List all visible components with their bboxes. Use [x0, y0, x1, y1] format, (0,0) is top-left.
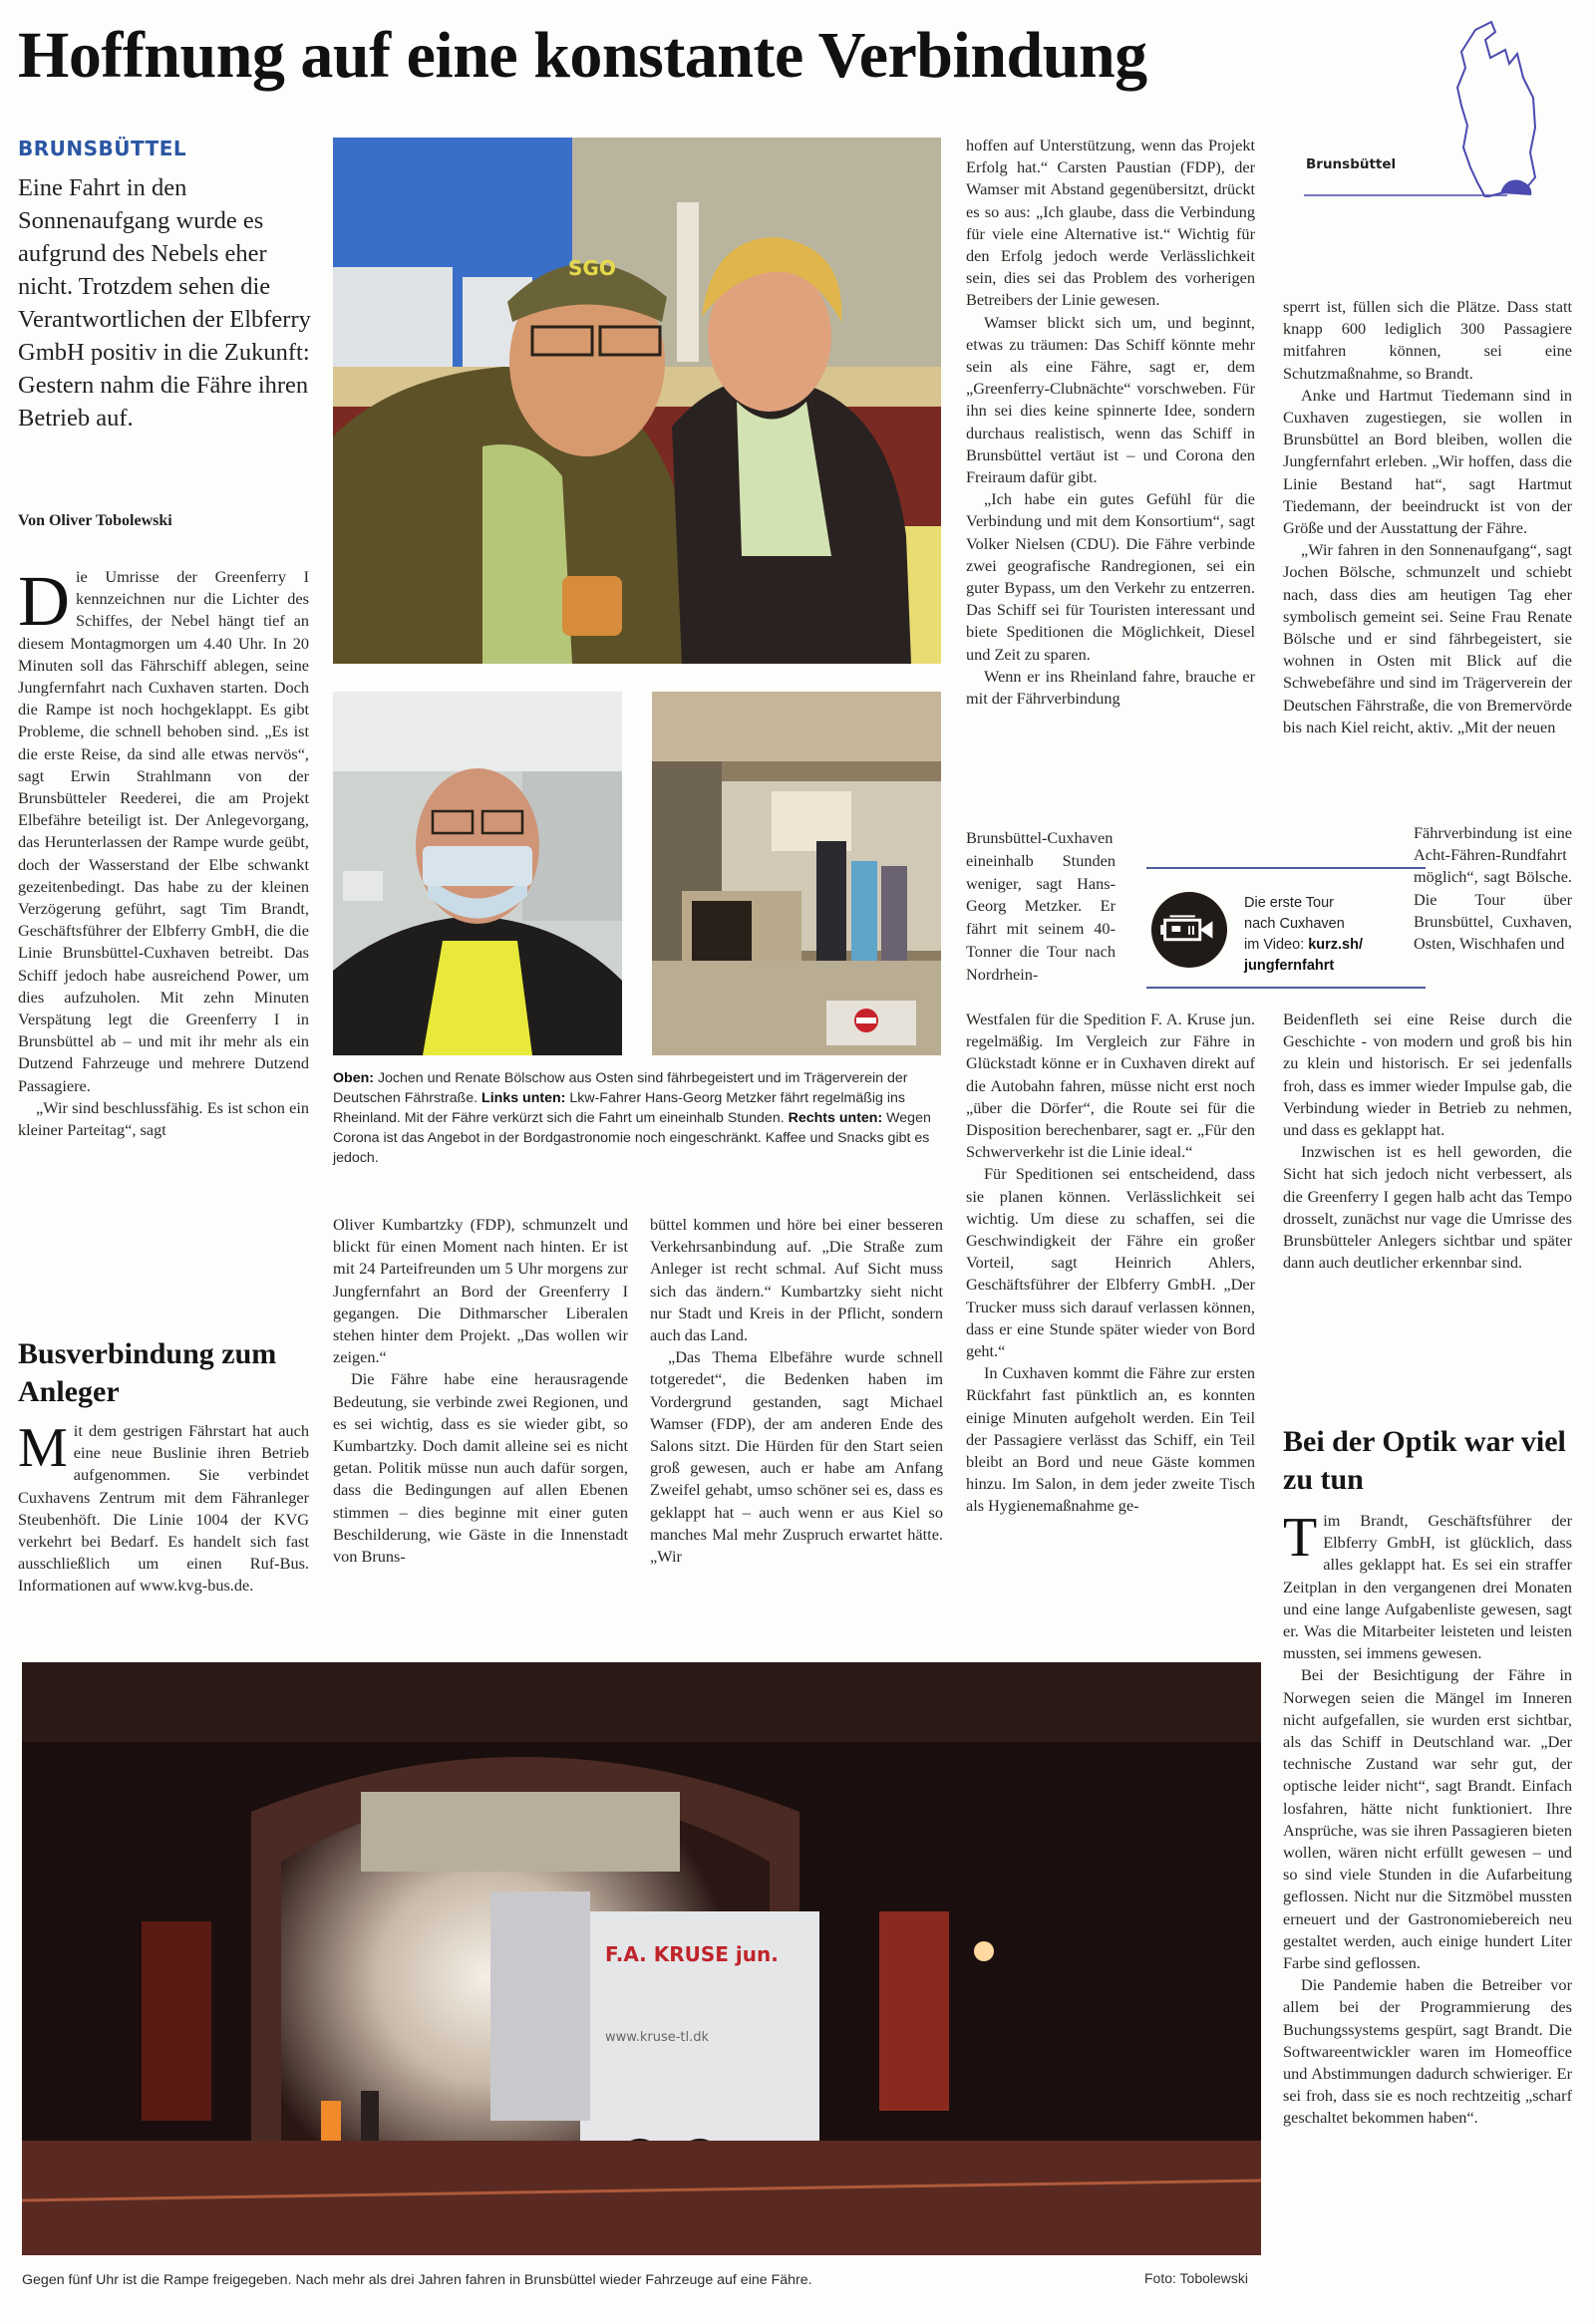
video-text-line: nach Cuxhaven	[1244, 916, 1345, 932]
photo-ferry-ramp	[22, 1662, 1261, 2255]
body-paragraph: hoffen auf Unterstützung, wenn das Projekt Erfolg hat.“ Carsten Paustian (FDP), der Wamser mit Abstand gegenübersitzt, drückt es so aus: „Ich glaube, dass die Verbindung für viele eine Alternative ist.“ Wichtig für den Erfolg jedoch werde Verlässlichkeit sein, dies sei das Problem des vorherigen Betreibers der Linie gewesen.	[966, 136, 1255, 310]
drop-cap: D	[18, 561, 70, 641]
caption-label-links: Links unten:	[481, 1090, 566, 1106]
bus-sidebar-body	[18, 1417, 309, 1598]
body-paragraph: Die Fähre habe eine herausragende Bedeutung, sie verbinde zwei Regionen, und es sei wichtig, dass es sie wieder gibt, so Kumbartzky. Doch damit alleine sei es nicht getan. Politik müsse nun auch dafür sorgen, dass die Bedingungen auf allen Ebenen stimmen – dies beginne mit einer guten Beschilderung, wie Gäste in die Innenstadt von Bruns-	[333, 1369, 628, 1567]
bus-sidebar-text: it dem gestrigen Fährstart hat auch eine neue Buslinie ihren Betrieb aufgenommen. Sie verbindet Cuxhavens Zentrum mit dem Fähranleger Steubenhöft. Die Linie 1004 der KVG verkehrt bei Bedarf. Es handelt sich fast ausschließlich um einen Ruf-Bus. Informationen auf www.kvg-bus.de.	[18, 1421, 309, 1596]
body-paragraph: im Brandt, Geschäftsführer der Elbferry GmbH, ist glücklich, dass alles geklappt hat. Es sei ein straffer Zeitplan in den vergangenen drei Monaten und eine lange Aufgabenliste gewesen, sagt er. Was die Mitarbeiter leisteten und leisten mussten, sei immens gewesen.	[1283, 1511, 1572, 1663]
article-column-4-narrow	[966, 827, 1116, 987]
teaser-text: Eine Fahrt in den Sonnenaufgang wurde es aufgrund des Nebels eher nicht. Trotzdem sehen die Verantwortlichen der Elbferry GmbH positiv in die Zukunft: Gestern nahm die Fähre ihren Betrieb auf.	[18, 174, 311, 432]
article-column-5	[1283, 296, 1572, 738]
article-column-1	[18, 561, 309, 1141]
body-paragraph: Bei der Besichtigung der Fähre in Norwegen seien die Mängel im Inneren nicht aufgefallen, sie wurden erst sichtbar, als das Schiff in Deutschland war. „Der technische Zustand war sehr gut, der optische leider nicht“, sagt Brandt. Einfach losfahren, hätte nicht funktioniert. Ihre Ansprüche, was sie ihren Passagieren bieten wollen, wären nicht erfüllt gewesen – und so sind viele Stunden in die Aufarbeitung geflossen. Nicht nur die Sitzmöbel mussten erneuert und der Gastronomiebereich neu gestaltet werden, auch einige hundert Liter Farbe sind geflossen.	[1283, 1665, 1572, 1973]
article-column-3	[650, 1214, 943, 1568]
body-paragraph: Brunsbüttel-Cuxhaven eineinhalb Stunden weniger, sagt Hans-Georg Metzker. Er fährt mit seinem 40-Tonner die Tour nach Nordrhein-	[966, 828, 1116, 984]
caption-label-oben: Oben:	[333, 1070, 374, 1086]
truck-lettering: F.A. KRUSE jun.	[605, 1942, 779, 1966]
drop-cap: M	[18, 1417, 68, 1479]
body-paragraph: büttel kommen und höre bei einer besseren Verkehrsanbindung auf. „Die Straße zum Anleger ist recht schmal. Auf Sicht muss sich das ändern.“ Kumbartzky sieht nicht nur Stadt und Kreis in der Pflicht, sondern auch das Land.	[650, 1215, 943, 1345]
article-column-4-lower	[966, 1009, 1255, 1518]
body-paragraph: Inzwischen ist es hell geworden, die Sicht hat sich jedoch nicht verbessert, als die Greenferry I gegen halb acht das Tempo drosselt, zunächst nur vage die Umrisse des Brunsbütteler Anlegers sichtbar und später dann auch deutlicher erkennbar sind.	[1283, 1142, 1572, 1273]
body-paragraph: „Wir sind beschlussfähig. Es ist schon ein kleiner Parteitag“, sagt	[18, 1097, 309, 1140]
photo-couple	[333, 138, 941, 664]
byline: Von Oliver Tobolewski	[18, 512, 172, 529]
article-column-4	[966, 135, 1255, 710]
body-paragraph: „Wir fahren in den Sonnenaufgang“, sagt Jochen Bölsche, schmunzelt und schiebt nach, dass dies am heutigen Tag eher symbolisch gemeint sei. Seine Frau Renate Bölsche und er sind fährbegeistert, sie wohnen in Osten mit Blick auf die Schwebefähre und sind im Trägerverein der Deutschen Fährstraße, die von Bremervörde bis nach Kiel reicht, aktiv. „Mit der neuen	[1283, 540, 1572, 736]
bus-sidebar-title: Busverbindung zum Anleger	[18, 1337, 277, 1408]
video-text-line: im Video:	[1244, 937, 1309, 953]
body-paragraph: Wamser blickt sich um, und beginnt, etwas zu träumen: Das Schiff könnte mehr sein als eine Fähre, sagt er, dem „Greenferry-Clubnächte“ vorschweben. Für ihn sei dies keine spinnerte Idee, sondern durchaus realistisch, wenn das Schiff in Brunsbüttel vertäut ist – und Corona den Freiraum dafür gibt.	[966, 312, 1255, 487]
caption-text-links: Lkw-Fahrer Hans-Georg Metzker fährt regelmäßig ins Rheinland. Mit der Fähre verkürzt sich die Fahrt um eineinhalb Stunden.	[333, 1090, 906, 1126]
drop-cap: T	[1283, 1507, 1318, 1569]
article-column-5-narrow	[1414, 822, 1572, 955]
body-paragraph: „Das Thema Elbefähre wurde schnell totgeredet“, die Bedenken haben im Vordergrund gestanden, sagt Michael Wamser (FDP), der am anderen Ende des Salons sitzt. Die Hürden für den Start seien groß gewesen, auch er habe am Anfang Zweifel gehabt, umso schöner sei es, dass es geklappt hat – auch wenn er aus Kiel so manches Mal mehr Zuspruch erwartet hätte. „Wir	[650, 1347, 943, 1567]
caption-label-rechts: Rechts unten:	[788, 1110, 883, 1126]
article-column-2	[333, 1214, 628, 1568]
body-paragraph: Wenn er ins Rheinland fahre, brauche er mit der Fährverbindung	[966, 666, 1255, 709]
article-column-5-lower	[1283, 1009, 1572, 1274]
body-paragraph: „Ich habe ein gutes Gefühl für die Verbindung und mit dem Konsortium“, sagt Volker Nielsen (CDU). Die Fähre verbinde zwei geografische Randregionen, sei ein guter Bypass, um den Verkehr zu entzerren. Das Schiff sei für Touristen interessant und biete Speditionen die Möglichkeit, Diesel und Zeit zu sparen.	[966, 489, 1255, 664]
video-teaser-box[interactable]	[1146, 867, 1426, 989]
body-paragraph: Anke und Hartmut Tiedemann sind in Cuxhaven zugestiegen, sie wollen in Brunsbüttel an Bord bleiben, wollen die Jungfernfahrt erleben. „Wir hoffen, dass die Linie Bestand hat“, sagt Hartmut Tiedemann, der beeindruckt ist von der Größe und der Ausstattung der Fähre.	[1283, 385, 1572, 538]
video-camera-icon	[1150, 891, 1228, 969]
video-link[interactable]: jungfernfahrt	[1244, 958, 1335, 974]
truck-url: www.kruse-tl.dk	[605, 2030, 710, 2045]
body-paragraph: Westfalen für die Spedition F. A. Kruse jun. regelmäßig. Im Vergleich zur Fähre in Glückstadt könne er in Cuxhaven direkt auf die Autobahn fahren, müsse nicht erst noch „über die Dörfer“, die Route sei für die Disposition berechenbarer, sagt er. „Für den Schwerverkehr ist die Linie ideal.“	[966, 1010, 1255, 1162]
caption-text-oben: Jochen und Renate Bölschow aus Osten sind fährbegeistert und im Trägerverein der Deutschen Fährstraße.	[333, 1070, 908, 1106]
body-paragraph: sperrt ist, füllen sich die Plätze. Dass statt knapp 600 lediglich 300 Passagiere mitfahren können, sei eine Schutzmaßnahme, so Brandt.	[1283, 297, 1572, 383]
optik-sidebar-title: Bei der Optik war viel zu tun	[1283, 1425, 1566, 1496]
map-location-label: Brunsbüttel	[1306, 156, 1397, 172]
photo-truck-driver	[333, 692, 622, 1055]
body-paragraph: Für Speditionen sei entscheidend, dass sie planen können. Verlässlichkeit sei wichtig. Um diese zu schaffen, sei die Geschwindigkeit der Fähre ein großer Vorteil, sagt Heinrich Ahlers, Geschäftsführer der Elbferry GmbH. „Der Trucker muss sich darauf verlassen können, dass er eine Stunde später wieder von Bord geht.“	[966, 1164, 1255, 1361]
location-kicker: BRUNSBÜTTEL	[18, 137, 187, 160]
photo-credit: Foto: Tobolewski	[1144, 2270, 1249, 2286]
body-paragraph: Oliver Kumbartzky (FDP), schmunzelt und blickt für einen Moment nach hinten. Er ist mit 24 Parteifreunden um 5 Uhr morgens zur Jungfernfahrt an Bord der Greenferry I gegangen. Die Dithmarscher Liberalen stehen hinter dem Projekt. „Das wollen wir zeigen.“	[333, 1215, 628, 1367]
body-paragraph: Die Pandemie haben die Betreiber vor allem bei der Programmierung des Buchungssystems gespürt, sagt Brandt. Die Softwareentwickler waren im Homeoffice und Abstimmungen dadurch schwieriger. Er sei froh, dass sie es noch rechtzeitig „scharf geschaltet bekommen haben“.	[1283, 1975, 1572, 2128]
body-paragraph: Beidenfleth sei eine Reise durch die Geschichte - von modern und groß bis hin zu klein und historisch. Er sei jedenfalls froh, dass es immer wieder Impulse gab, die Verbindung wieder in Betrieb zu nehmen, und dass es geklappt hat.	[1283, 1010, 1572, 1140]
video-text-line: Die erste Tour	[1244, 895, 1334, 911]
photo-bord-gastronomie	[652, 692, 941, 1055]
caption-text-rechts: Wegen Corona ist das Angebot in der Bordgastronomie noch eingeschränkt. Kaffee und Snacks gibt es jedoch.	[333, 1110, 931, 1166]
headline: Hoffnung auf eine konstante Verbindung	[18, 19, 1147, 92]
video-link[interactable]: kurz.sh/	[1308, 937, 1364, 953]
body-paragraph: In Cuxhaven kommt die Fähre zur ersten Rückfahrt fast pünktlich an, es konnten einige Minuten aufgeholt werden. Ein Teil der Passagiere verlässt das Schiff, ein Teil bleibt an Bord und neue Gäste kommen hinzu. Im Salon, in dem jeder zweite Tisch als Hygienemaßnahme ge-	[966, 1363, 1255, 1516]
photo-caption	[333, 1068, 943, 1168]
optik-sidebar-body	[1283, 1507, 1572, 2130]
body-paragraph: ie Umrisse der Greenferry I kennzeichnen nur die Lichter des Schiffes, der Nebel hängt tief an diesem Montagmorgen um 4.40 Uhr. In 20 Minuten soll das Fährschiff ablegen, seine Jungfernfahrt nach Cuxhaven starten. Doch die Rampe ist noch hochgeklappt. Es gibt Probleme, die schnell behoben sind. „Es ist die erste Reise, da sind alle etwas nervös“, sagt Erwin Strahlmann von der Brunsbütteler Reederei, die am Projekt Elbefähre beteiligt ist. Der Anlegevorgang, das Herunterlassen der Rampe wurde geübt, doch der Wasserstand der Elbe schwankt gezeitenbedingt. Das habe zu der kleinen Verzögerung geführt, sagt Tim Brandt, Geschäftsführer der Elbferry GmbH, die die Linie Brunsbüttel-Cuxhaven betreibt. Das Schiff jedoch habe ausreichend Power, um dies aufzuholen. Mit zehn Minuten Verspätung legt die Greenferry I in Brunsbüttel ab – und mit ihr mehr als ein Dutzend Fahrzeuge und mehrere Dutzend Passagiere.	[18, 567, 309, 1095]
cap-logo-text: SGO	[568, 256, 616, 280]
ferry-photo-caption: Gegen fünf Uhr ist die Rampe freigegeben. Nach mehr als drei Jahren fahren in Brunsbüttel wieder Fahrzeuge auf eine Fähre.	[22, 2272, 812, 2288]
body-paragraph: Fährverbindung ist eine Acht-Fähren-Rundfahrt möglich“, sagt Bölsche. Die Tour über Brunsbüttel, Cuxhaven, Osten, Wischhafen und	[1414, 823, 1572, 954]
